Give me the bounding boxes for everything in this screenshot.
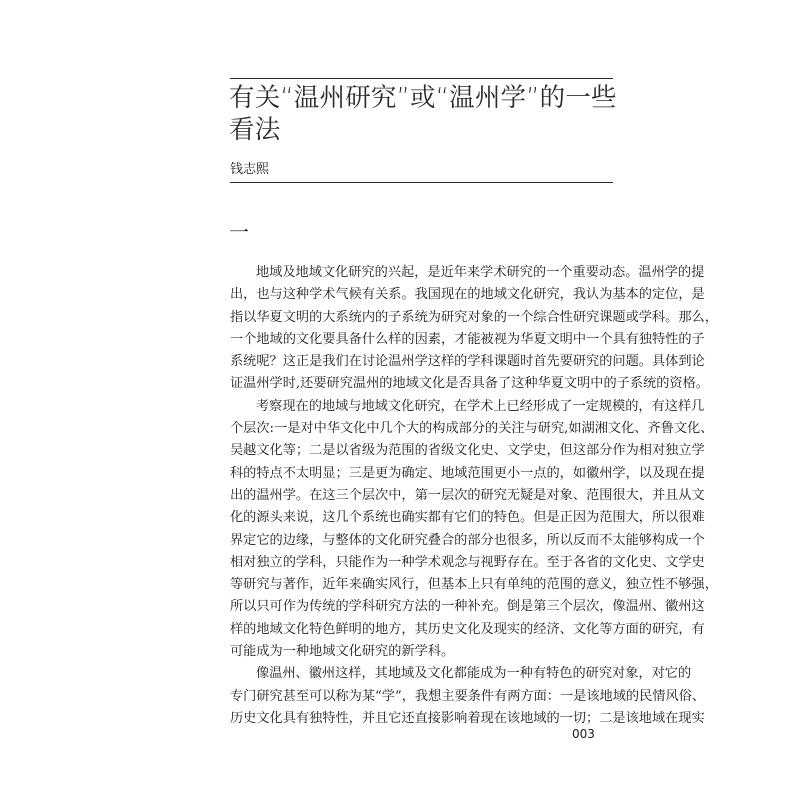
author-bottom-rule <box>230 182 613 183</box>
article-body <box>230 262 718 730</box>
body-line: 所以只可作为传统的学科研究方法的一种补充。倒是第三个层次，像温州、徽州这 <box>230 599 705 615</box>
article-title-line-2: 看法 <box>229 115 281 145</box>
body-line: 考察现在的地域与地域文化研究，在学术上已经形成了一定规模的，有这样几 <box>256 398 705 414</box>
body-line: 专门研究甚至可以称为某“学”，我想主要条件有两方面：一是该地域的民情风俗、 <box>230 688 706 704</box>
body-line: 相对独立的学科，只能作为一种学术观念与视野存在。至于各省的文化史、文学史 <box>230 554 705 570</box>
body-line: 吴越文化等；二是以省级为范围的省级文化史、文学史，但这部分作为相对独立学 <box>230 443 705 459</box>
body-line: 界定它的边缘，与整体的文化研究叠合的部分也很多，所以反而不太能够构成一个 <box>230 532 705 548</box>
body-line: 历史文化具有独特性，并且它还直接影响着现在该地域的一切；二是该地域在现实 <box>230 710 705 726</box>
section-number: 一 <box>229 220 249 244</box>
body-line: 出的温州学。在这三个层次中，第一层次的研究无疑是对象、范围很大，并且从文 <box>230 487 705 503</box>
article-title <box>229 82 624 146</box>
body-line: 化的源头来说，这几个系统也确实都有它们的特色。但是正因为范围大，所以很难 <box>230 510 705 526</box>
page-number: 003 <box>572 727 595 741</box>
body-line: 地域及地域文化研究的兴起，是近年来学术研究的一个重要动态。温州学的提 <box>256 265 705 280</box>
body-line: 出，也与这种学术气候有关系。我国现在的地域文化研究，我认为基本的定位，是 <box>230 287 705 303</box>
body-line: 等研究与著作，近年来确实风行，但基本上只有单纯的范围的意义，独立性不够强， <box>230 577 718 593</box>
author-name: 钱志熙 <box>230 162 270 177</box>
body-line: 像温州、徽州这样，其地域及文化都能成为一种有特色的研究对象，对它的 <box>256 666 692 682</box>
article-title-line-1: 有关“温州研究”或“温州学”的一些 <box>229 83 617 113</box>
body-line: 系统呢？这正是我们在讨论温州学这样的学科课题时首先要研究的问题。具体到论 <box>230 354 705 370</box>
body-line: 一个地域的文化要具备什么样的因素，才能被视为华夏文明中一个具有独特性的子 <box>230 331 705 347</box>
body-line: 指以华夏文明的大系统内的子系统为研究对象的一个综合性研究课题或学科。那么， <box>230 309 718 325</box>
title-top-rule <box>230 78 613 79</box>
body-line: 证温州学时,还要研究温州的地域文化是否具备了这种华夏文明中的子系统的资格。 <box>230 376 709 392</box>
body-line: 可能成为一种地域文化研究的新学科。 <box>230 644 455 660</box>
body-line: 个层次:一是对中华文化中几个大的构成部分的关注与研究,如湖湘文化、齐鲁文化、 <box>230 421 714 437</box>
body-line: 样的地域文化特色鲜明的地方，其历史文化及现实的经济、文化等方面的研究，有 <box>230 621 705 637</box>
body-line: 科的特点不太明显；三是更为确定、地域范围更小一点的，如徽州学，以及现在提 <box>230 465 705 481</box>
